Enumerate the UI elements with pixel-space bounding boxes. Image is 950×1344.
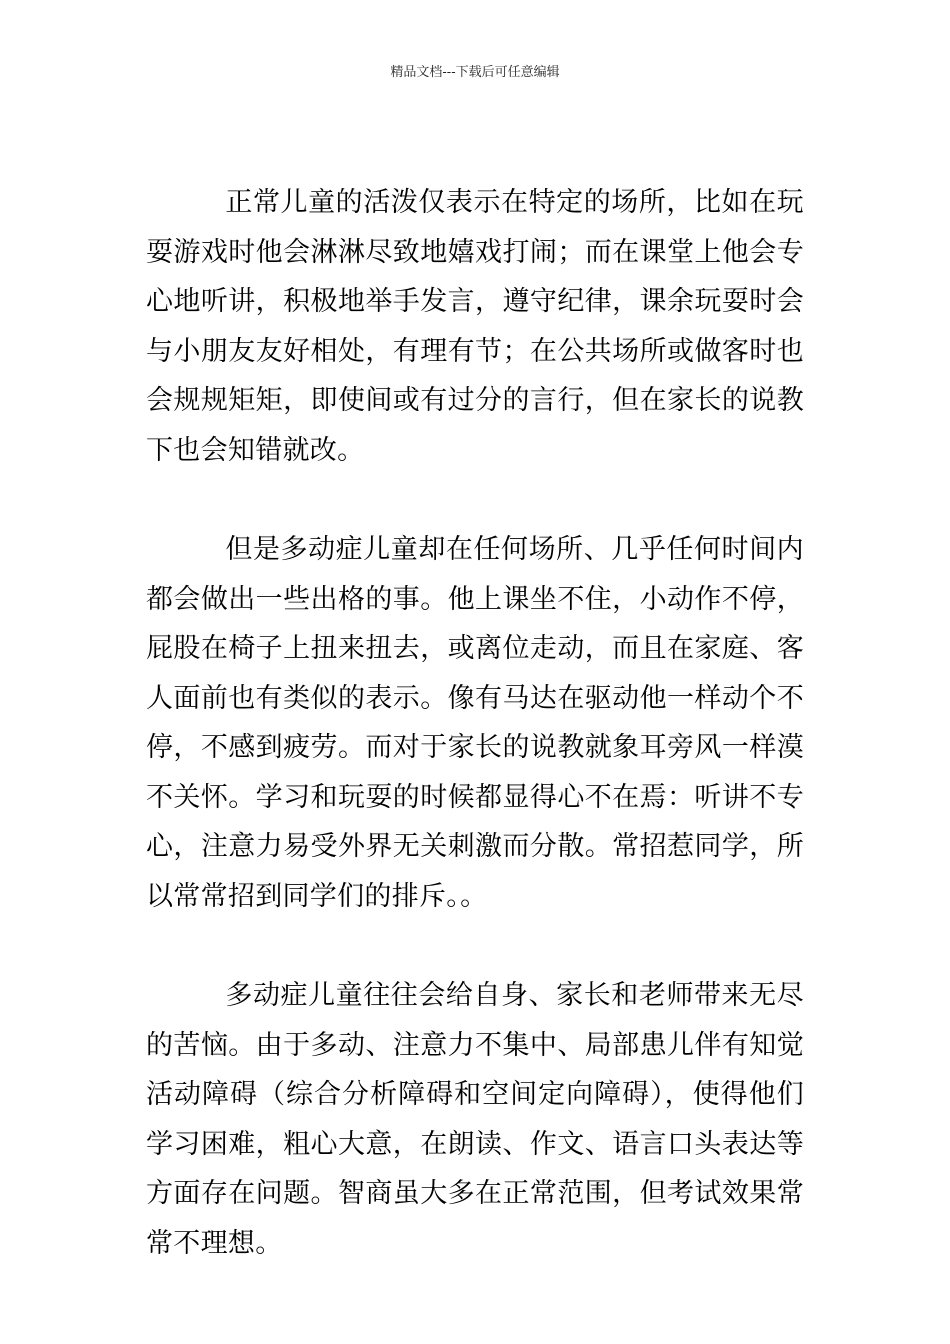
page-header: 精品文档---下载后可任意编辑 (390, 65, 560, 80)
paragraph-adhd-behavior: 但是多动症儿童却在任何场所、几乎任何时间内都会做出一些出格的事。他上课坐不住，小动作不停，屁股在椅子上扭来扭去，或离位走动，而且在家庭、客人面前也有类似的表示。像有马达在驱动他一样动个不停，不感到疲劳。而对于家长的说教就象耳旁风一样漠不关怀。学习和玩耍的时候都显得心不在焉：听讲不专心，注意力易受外界无关刺激而分散。常招惹同学，所以常常招到同学们的排斥。。 (146, 534, 804, 912)
paragraph-normal-children: 正常儿童的活泼仅表示在特定的场所，比如在玩耍游戏时他会淋淋尽致地嬉戏打闹；而在课堂上他会专心地听讲，积极地举手发言，遵守纪律，课余玩耍时会与小朋友友好相处，有理有节；在公共场所或做客时也会规规矩矩，即使间或有过分的言行，但在家长的说教下也会知错就改。 (146, 187, 804, 466)
document-body (146, 178, 804, 1268)
paragraph-adhd-effects: 多动症儿童往往会给自身、家长和老师带来无尽的苦恼。由于多动、注意力不集中、局部患儿伴有知觉活动障碍（综合分析障碍和空间定向障碍），使得他们学习困难，粗心大意，在朗读、作文、语言口头表达等方面存在问题。智商虽大多在正常范围，但考试效果常常不理想。 (146, 980, 804, 1259)
